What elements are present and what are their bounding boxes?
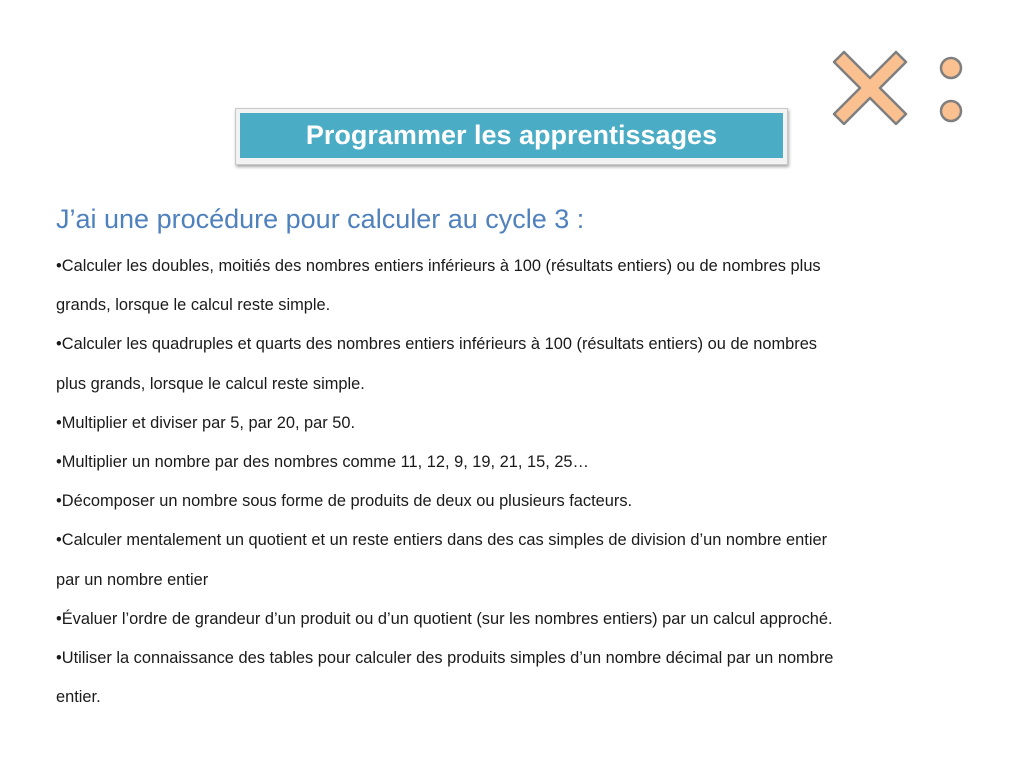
list-item xyxy=(56,639,1018,717)
slide-subtitle: J’ai une procédure pour calculer au cycle 3 : xyxy=(56,204,585,234)
list-item-line: grands, lorsque le calcul reste simple. xyxy=(56,296,331,315)
multiply-icon xyxy=(834,52,906,124)
title-box xyxy=(235,108,788,165)
list-item xyxy=(56,600,1018,639)
math-operators-decoration xyxy=(832,50,972,125)
list-item xyxy=(56,443,1018,482)
bullet-list xyxy=(56,247,1018,717)
list-item-line: •Évaluer l’ordre de grandeur d’un produit ou d’un quotient (sur les nombres entiers) par un calcul approché. xyxy=(56,609,833,628)
list-item xyxy=(56,482,1018,521)
list-item-line: •Utiliser la connaissance des tables pour calculer des produits simples d’un nombre décimal par un nombre xyxy=(56,649,834,668)
list-item xyxy=(56,247,1018,325)
list-item xyxy=(56,404,1018,443)
list-item-line: •Calculer les doubles, moitiés des nombres entiers inférieurs à 100 (résultats entiers) ou de nombres plus xyxy=(56,257,821,275)
list-item-line: •Multiplier un nombre par des nombres comme 11, 12, 9, 19, 21, 15, 25… xyxy=(56,453,589,472)
list-item xyxy=(56,325,1018,403)
list-item xyxy=(56,521,1018,599)
title-banner xyxy=(240,113,783,158)
list-item-line: •Calculer mentalement un quotient et un reste entiers dans des cas simples de division d’un nombre entier xyxy=(56,531,828,550)
list-item-line: plus grands, lorsque le calcul reste simple. xyxy=(56,374,365,393)
list-item-line: •Décomposer un nombre sous forme de produits de deux ou plusieurs facteurs. xyxy=(56,492,633,511)
list-item-line: par un nombre entier xyxy=(56,570,209,589)
slide-title: Programmer les apprentissages xyxy=(305,120,718,150)
list-item-line: •Calculer les quadruples et quarts des nombres entiers inférieurs à 100 (résultats entiers) ou de nombres xyxy=(56,335,818,354)
list-item-line: •Multiplier et diviser par 5, par 20, par 50. xyxy=(56,413,356,432)
list-item-line: entier. xyxy=(56,688,101,707)
divide-icon xyxy=(941,58,961,121)
